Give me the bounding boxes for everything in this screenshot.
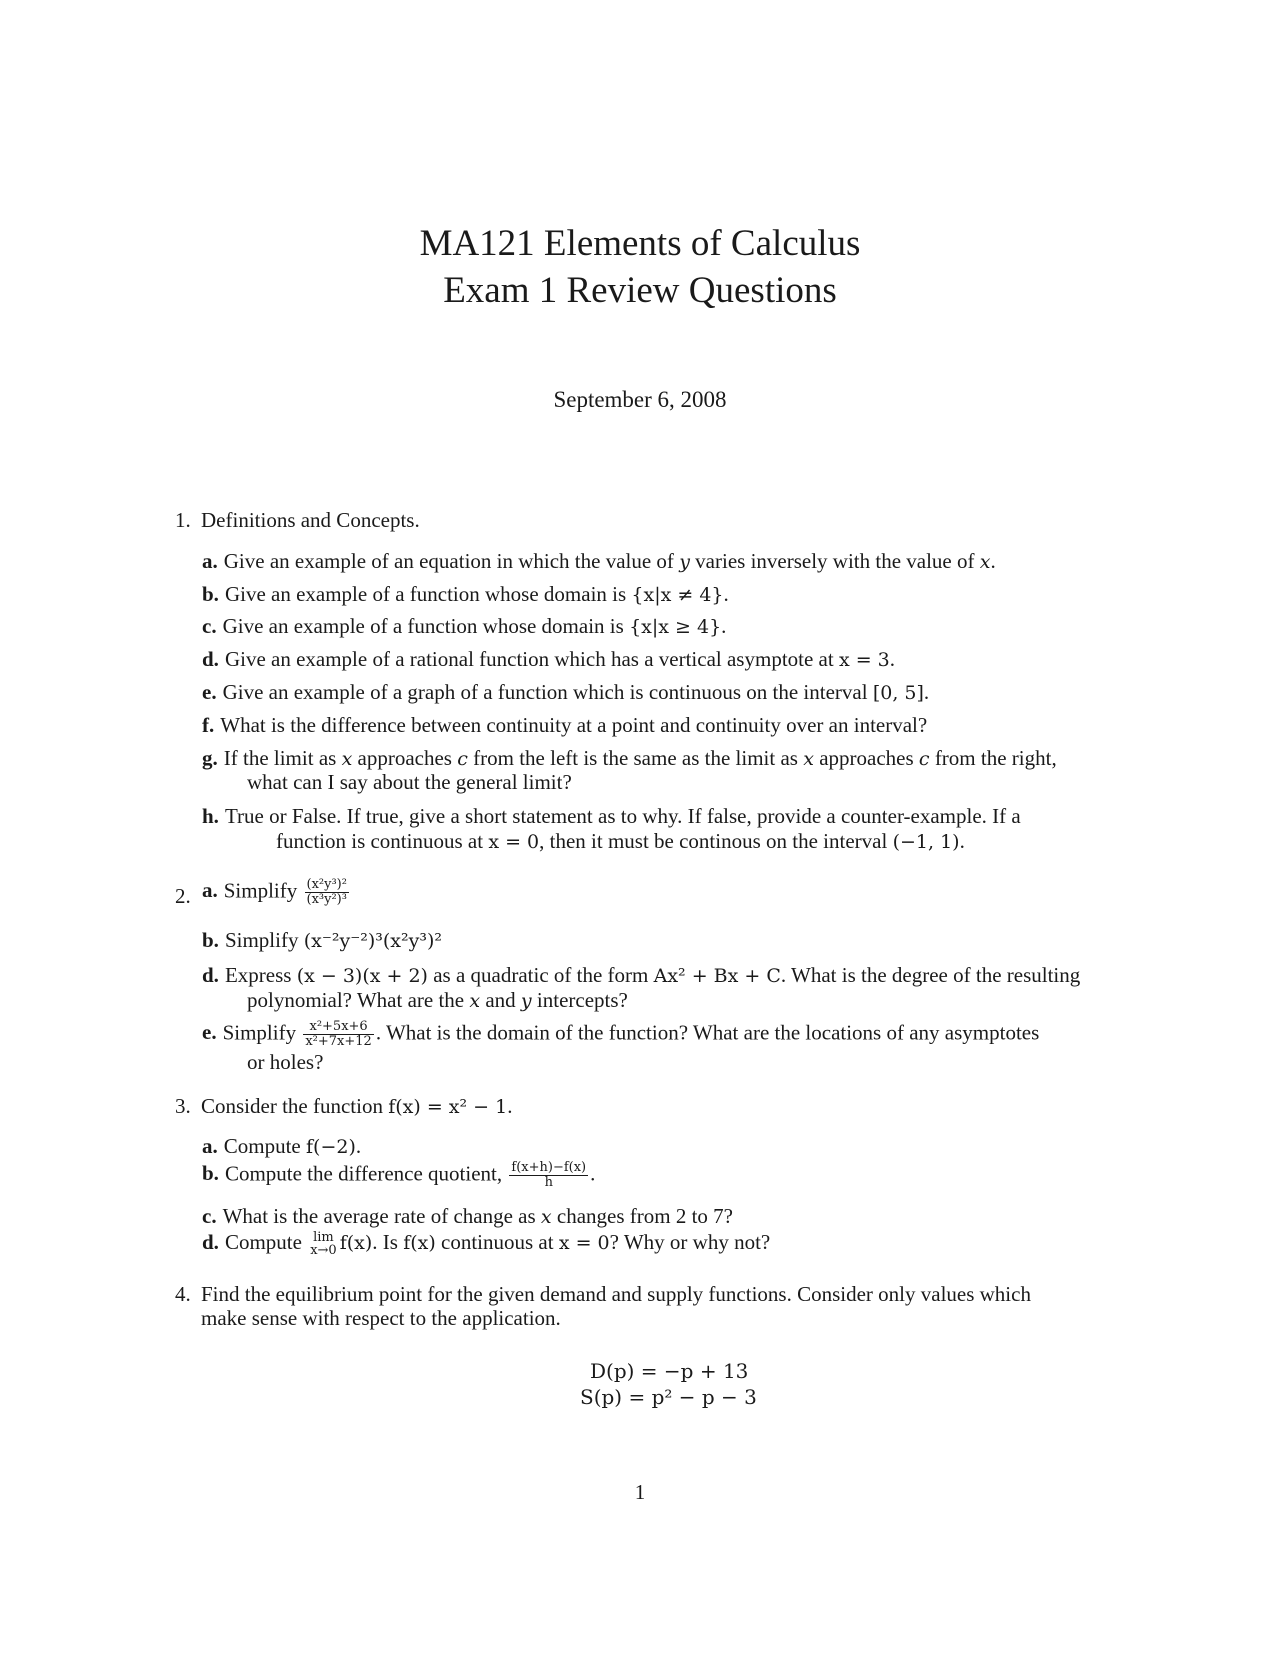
item-text: Give an example of a rational function which has a vertical asymptote at [224,647,839,671]
item-text: continuous at [435,1230,559,1254]
math-expression: Ax² + Bx + C [653,965,781,987]
math-expression: f(x) = x² − 1 [388,1096,508,1118]
fraction-numerator: f(x+h)−f(x) [511,1160,587,1175]
question-1f [202,713,927,738]
item-label: f. [202,713,215,737]
math-var: x [979,551,991,573]
limit-subscript: x→0 [310,1243,337,1259]
question-text: Find the equilibrium point for the given demand and supply functions. Consider only values which [201,1282,1031,1306]
item-text: Simplify [224,928,304,952]
math-expression: (x⁻²y⁻²)³(x²y³)² [303,930,443,952]
question-2e-cont [247,1050,323,1075]
item-text: approaches [352,746,458,770]
item-text: . [923,680,930,704]
math-var: x [803,748,814,770]
fraction [303,1020,373,1049]
question-1c [202,614,726,639]
item-label: b. [202,1161,219,1186]
item-text: Consider the function [201,1094,389,1118]
item-text: If the limit as [223,746,342,770]
supply-equation: S(p) = p² − p − 3 [580,1385,757,1409]
item-text: . [990,549,996,573]
page-number: 1 [634,1480,646,1504]
item-label: e. [202,1020,217,1045]
item-text: . [959,829,965,853]
fraction-denominator: h [544,1175,553,1190]
item-label: d. [202,1230,219,1254]
item-text: . Is [372,1230,404,1254]
math-expression: x = 3 [838,649,890,671]
course-title: MA121 Elements of Calculus [419,223,861,264]
question-text [201,1094,512,1119]
item-text: ? Why or why not? [609,1230,771,1254]
item-text: , then it must be continous on the interval [539,829,893,853]
question-3b [202,1161,595,1190]
fraction-numerator: (x²y³)² [306,877,347,892]
item-text: polynomial? What are the [247,988,470,1012]
item-text: . [721,614,727,638]
math-var: y [520,990,532,1012]
math-var: x [341,748,353,770]
question-3c [202,1204,733,1229]
item-text: What is the difference between continuity at a point and continuity over an interval? [220,713,928,737]
item-text: intercepts? [531,988,628,1012]
question-2d-cont [247,988,628,1013]
math-expression: f(x) [339,1232,373,1254]
item-text: Give an example of an equation in which the value of [223,549,680,573]
fraction-denominator: (x³y²)³ [306,892,347,907]
item-text: changes from 2 to 7? [551,1204,734,1228]
math-var: c [918,748,930,770]
question-2b [202,928,442,953]
item-label: a. [202,1134,218,1158]
item-label: c. [202,1204,217,1228]
question-2e [202,1020,1039,1049]
item-text: What is the average rate of change as [222,1204,541,1228]
item-text: what can I say about the general limit? [247,770,572,794]
item-text: . What is the domain of the function? What are the locations of any asymptotes [375,1020,1040,1045]
item-label: g. [202,746,218,770]
item-text: as a quadratic of the form [427,963,654,987]
item-text: approaches [813,746,919,770]
question-3a [202,1134,361,1159]
math-expression: x = 0 [488,831,540,853]
question-1d [202,647,895,672]
item-text: . [723,582,729,606]
item-text: . [355,1134,362,1158]
math-var: y [679,551,690,573]
item-text: Compute the difference quotient, [224,1161,508,1186]
item-text: . What is the degree of the resulting [780,963,1081,987]
question-3d [202,1230,770,1257]
math-expression: [0, 5] [872,682,924,704]
item-text: Simplify [222,1020,302,1045]
item-label: b. [202,582,219,606]
item-text: Give an example of a function whose domain is [224,582,632,606]
math-expression: {x|x ≠ 4} [631,584,724,606]
question-1a [202,549,996,574]
math-expression: {x|x ≥ 4} [629,616,722,638]
question-1b [202,582,729,607]
item-text: . [507,1094,513,1118]
math-expression: x = 0 [558,1232,610,1254]
limit-label: lim [313,1230,334,1246]
item-text: varies inversely with the value of [689,549,980,573]
fraction-numerator: x²+5x+6 [303,1020,373,1035]
math-var: x [469,990,481,1012]
limit-operator [310,1231,337,1257]
question-number: 3. [175,1094,191,1118]
question-1h [202,804,1021,829]
item-text: Express [224,963,297,987]
item-label: e. [202,680,217,704]
item-label: c. [202,614,217,638]
item-text: from the right, [929,746,1057,770]
item-text: from the left is the same as the limit as [467,746,804,770]
fraction [509,1161,588,1190]
question-text: Definitions and Concepts. [201,508,420,532]
item-label: d. [202,647,219,671]
math-expression: (x − 3)(x + 2) [296,965,428,987]
math-var: x [540,1206,552,1228]
item-text: Compute [223,1134,306,1158]
item-label: a. [202,549,218,573]
item-text: or holes? [247,1050,324,1074]
fraction [305,878,349,907]
question-text: make sense with respect to the application. [201,1306,561,1330]
item-text: . [590,1161,596,1186]
item-label: h. [202,804,219,828]
math-expression: (−1, 1) [892,831,960,853]
item-label: a. [202,878,218,903]
item-text: function is continuous at [276,829,489,853]
question-1e [202,680,929,705]
document-date: September 6, 2008 [553,387,727,412]
question-number: 4. [175,1282,191,1306]
demand-equation: D(p) = −p + 13 [590,1359,749,1383]
question-1g [202,746,1057,771]
item-label: d. [202,963,219,987]
question-1g-cont [247,770,572,795]
item-text: True or False. If true, give a short statement as to why. If false, provide a counter-example. If a [224,804,1021,828]
item-text: and [480,988,521,1012]
math-expression: f(−2) [306,1136,356,1158]
item-text: Give an example of a graph of a function which is continuous on the interval [222,680,873,704]
fraction-denominator: x²+7x+12 [305,1034,372,1049]
item-text: . [889,647,896,671]
math-var: c [457,748,468,770]
item-label: b. [202,928,219,952]
item-text: Compute [224,1230,308,1254]
question-number: 1. [175,508,191,532]
item-text: Give an example of a function whose domain is [222,614,630,638]
question-1h-cont [276,829,965,854]
exam-title: Exam 1 Review Questions [443,270,837,311]
math-expression: f(x) [403,1232,436,1254]
question-2d [202,963,1080,988]
question-2a [202,878,351,907]
equation-block [580,1358,780,1410]
item-text: Simplify [223,878,303,903]
question-number: 2. [175,884,191,908]
